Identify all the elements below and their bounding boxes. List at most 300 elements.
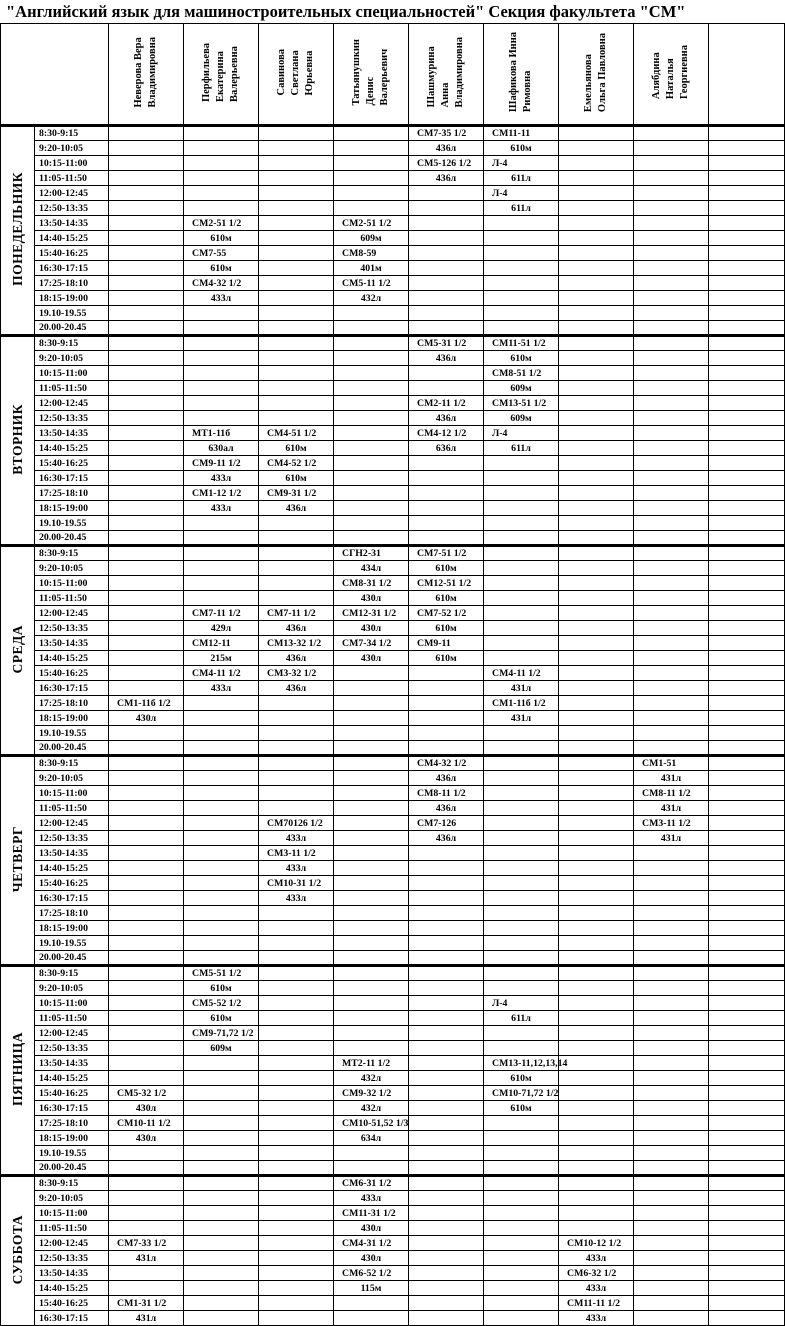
schedule-cell: 610м <box>484 1071 559 1086</box>
time-slot: 12:00-12:45 <box>35 186 109 201</box>
schedule-cell <box>559 441 634 456</box>
schedule-cell <box>559 621 634 636</box>
schedule-cell <box>334 936 409 951</box>
schedule-cell <box>109 561 184 576</box>
schedule-cell <box>184 1251 259 1266</box>
schedule-cell <box>634 1251 709 1266</box>
schedule-cell <box>559 201 634 216</box>
schedule-cell <box>334 171 409 186</box>
schedule-cell <box>484 561 559 576</box>
time-slot: 18:15-19:00 <box>35 501 109 516</box>
time-slot: 15:40-16:25 <box>35 246 109 261</box>
schedule-cell <box>334 771 409 786</box>
schedule-cell <box>409 1116 484 1131</box>
schedule-cell <box>709 1116 785 1131</box>
schedule-cell <box>634 696 709 711</box>
schedule-cell <box>634 921 709 936</box>
schedule-cell <box>634 456 709 471</box>
time-slot: 11:05-11:50 <box>35 801 109 816</box>
schedule-cell <box>259 321 334 336</box>
schedule-cell <box>109 471 184 486</box>
schedule-cell <box>409 231 484 246</box>
schedule-cell: 610м <box>184 981 259 996</box>
schedule-cell <box>109 636 184 651</box>
schedule-cell <box>709 771 785 786</box>
time-slot: 14:40-15:25 <box>35 1281 109 1296</box>
schedule-cell: СМ4-12 1/2 <box>409 426 484 441</box>
schedule-cell: Л-4 <box>484 996 559 1011</box>
table-row <box>1 141 785 156</box>
schedule-cell <box>709 1101 785 1116</box>
time-slot: 13:50-14:35 <box>35 426 109 441</box>
schedule-cell <box>184 846 259 861</box>
schedule-cell <box>409 306 484 321</box>
schedule-cell <box>409 996 484 1011</box>
schedule-cell <box>634 891 709 906</box>
schedule-cell <box>109 1266 184 1281</box>
table-row <box>1 441 785 456</box>
schedule-cell <box>709 381 785 396</box>
table-row <box>1 561 785 576</box>
schedule-cell <box>709 1026 785 1041</box>
schedule-cell <box>109 381 184 396</box>
schedule-cell <box>634 861 709 876</box>
schedule-cell <box>634 501 709 516</box>
schedule-cell <box>634 846 709 861</box>
table-row <box>1 426 785 441</box>
schedule-cell <box>334 1041 409 1056</box>
schedule-cell <box>334 396 409 411</box>
time-slot: 11:05-11:50 <box>35 1011 109 1026</box>
schedule-cell: 610м <box>184 261 259 276</box>
schedule-cell <box>559 1086 634 1101</box>
schedule-cell <box>484 831 559 846</box>
schedule-cell <box>559 366 634 381</box>
schedule-cell <box>709 726 785 741</box>
schedule-cell <box>559 501 634 516</box>
schedule-cell <box>109 606 184 621</box>
schedule-cell <box>559 1221 634 1236</box>
teacher-name: Татьянушкин Денис Валерьевич <box>351 39 390 106</box>
table-row <box>1 666 785 681</box>
schedule-cell <box>334 426 409 441</box>
schedule-cell: 432л <box>334 1101 409 1116</box>
schedule-cell <box>259 366 334 381</box>
table-row <box>1 576 785 591</box>
schedule-cell: 610м <box>259 471 334 486</box>
schedule-cell <box>409 1206 484 1221</box>
schedule-cell <box>559 216 634 231</box>
schedule-cell <box>709 1041 785 1056</box>
schedule-cell <box>184 831 259 846</box>
schedule-cell <box>184 381 259 396</box>
table-row <box>1 1146 785 1161</box>
schedule-cell <box>559 1056 634 1071</box>
schedule-cell <box>334 786 409 801</box>
schedule-cell <box>259 801 334 816</box>
schedule-cell <box>409 1311 484 1326</box>
schedule-cell <box>259 351 334 366</box>
schedule-cell <box>109 741 184 756</box>
schedule-cell <box>634 201 709 216</box>
schedule-cell <box>184 786 259 801</box>
schedule-cell <box>109 246 184 261</box>
teacher-name: Перфильева Екатерина Валерьевна <box>201 42 240 102</box>
schedule-cell <box>109 1161 184 1176</box>
schedule-cell <box>184 306 259 321</box>
schedule-cell: 610м <box>409 561 484 576</box>
schedule-cell: 610м <box>259 441 334 456</box>
schedule-cell <box>634 171 709 186</box>
schedule-cell <box>109 201 184 216</box>
table-row <box>1 1206 785 1221</box>
schedule-cell <box>109 621 184 636</box>
schedule-cell <box>259 711 334 726</box>
schedule-cell <box>484 966 559 981</box>
schedule-cell: 634л <box>334 1131 409 1146</box>
schedule-cell <box>634 396 709 411</box>
schedule-cell <box>634 306 709 321</box>
schedule-cell <box>109 981 184 996</box>
schedule-cell <box>409 876 484 891</box>
table-row <box>1 366 785 381</box>
schedule-cell <box>709 711 785 726</box>
time-slot: 17:25-18:10 <box>35 906 109 921</box>
schedule-cell: СМ8-11 1/2 <box>634 786 709 801</box>
table-row <box>1 501 785 516</box>
schedule-cell <box>334 891 409 906</box>
schedule-cell <box>334 486 409 501</box>
schedule-cell <box>259 771 334 786</box>
schedule-cell <box>484 606 559 621</box>
schedule-cell: СМ13-11,12,13,14 <box>484 1056 559 1071</box>
schedule-cell: СМ7-55 <box>184 246 259 261</box>
schedule-cell <box>709 666 785 681</box>
schedule-cell <box>184 921 259 936</box>
schedule-cell <box>334 336 409 351</box>
schedule-cell <box>634 1176 709 1191</box>
schedule-cell <box>409 186 484 201</box>
schedule-cell <box>334 351 409 366</box>
schedule-cell <box>484 1161 559 1176</box>
schedule-cell <box>634 531 709 546</box>
schedule-cell <box>109 951 184 966</box>
schedule-cell <box>184 1266 259 1281</box>
schedule-cell <box>709 336 785 351</box>
time-slot: 11:05-11:50 <box>35 1221 109 1236</box>
time-slot: 15:40-16:25 <box>35 666 109 681</box>
schedule-cell: СМ70126 1/2 <box>259 816 334 831</box>
schedule-cell <box>184 1221 259 1236</box>
schedule-cell <box>559 1071 634 1086</box>
schedule-cell: СМ7-51 1/2 <box>409 546 484 561</box>
schedule-cell <box>484 531 559 546</box>
schedule-cell: 431л <box>634 801 709 816</box>
schedule-cell <box>109 801 184 816</box>
schedule-cell <box>334 816 409 831</box>
schedule-cell: СМ4-31 1/2 <box>334 1236 409 1251</box>
schedule-cell <box>259 261 334 276</box>
schedule-cell <box>709 1146 785 1161</box>
table-row <box>1 786 785 801</box>
time-slot: 9:20-10:05 <box>35 771 109 786</box>
schedule-cell: 630ал <box>184 441 259 456</box>
schedule-cell: СМ7-33 1/2 <box>109 1236 184 1251</box>
schedule-cell: 431л <box>634 831 709 846</box>
schedule-cell <box>259 201 334 216</box>
schedule-cell <box>184 321 259 336</box>
schedule-cell <box>484 801 559 816</box>
schedule-cell <box>559 141 634 156</box>
day-name: ПОНЕДЕЛЬНИК <box>9 172 25 286</box>
schedule-cell <box>634 876 709 891</box>
schedule-cell <box>709 921 785 936</box>
schedule-cell <box>109 846 184 861</box>
schedule-cell <box>259 336 334 351</box>
schedule-cell: 433л <box>334 1191 409 1206</box>
schedule-cell <box>559 471 634 486</box>
schedule-cell: СМ6-52 1/2 <box>334 1266 409 1281</box>
schedule-cell: 636л <box>409 441 484 456</box>
schedule-cell <box>484 756 559 771</box>
schedule-cell <box>559 336 634 351</box>
schedule-cell <box>409 981 484 996</box>
time-slot: 14:40-15:25 <box>35 231 109 246</box>
schedule-cell <box>484 861 559 876</box>
schedule-cell <box>109 516 184 531</box>
schedule-cell <box>334 1161 409 1176</box>
schedule-cell <box>559 1011 634 1026</box>
schedule-cell <box>709 1281 785 1296</box>
schedule-cell <box>409 726 484 741</box>
schedule-cell <box>259 1071 334 1086</box>
schedule-cell: СМ1-12 1/2 <box>184 486 259 501</box>
schedule-cell: СМ5-31 1/2 <box>409 336 484 351</box>
schedule-cell <box>709 1191 785 1206</box>
schedule-cell <box>409 1236 484 1251</box>
time-slot: 18:15-19:00 <box>35 291 109 306</box>
schedule-cell <box>184 1146 259 1161</box>
schedule-cell <box>259 1011 334 1026</box>
schedule-cell <box>184 936 259 951</box>
schedule-cell: СМ3-11 1/2 <box>634 816 709 831</box>
schedule-cell <box>484 1296 559 1311</box>
schedule-cell <box>334 696 409 711</box>
schedule-cell <box>334 711 409 726</box>
schedule-cell <box>709 396 785 411</box>
schedule-cell <box>559 741 634 756</box>
schedule-cell <box>709 321 785 336</box>
schedule-cell <box>259 981 334 996</box>
schedule-cell <box>634 246 709 261</box>
schedule-cell <box>634 1101 709 1116</box>
table-row <box>1 216 785 231</box>
schedule-cell <box>109 1056 184 1071</box>
schedule-cell <box>634 666 709 681</box>
table-row <box>1 606 785 621</box>
schedule-cell: 610м <box>409 621 484 636</box>
schedule-table <box>0 23 785 1326</box>
schedule-cell <box>109 366 184 381</box>
schedule-cell <box>559 411 634 426</box>
schedule-cell <box>484 951 559 966</box>
schedule-cell <box>484 726 559 741</box>
schedule-cell <box>634 366 709 381</box>
schedule-cell <box>709 981 785 996</box>
time-slot: 17:25-18:10 <box>35 1116 109 1131</box>
schedule-cell: 611л <box>484 201 559 216</box>
schedule-cell: 429л <box>184 621 259 636</box>
schedule-cell <box>259 381 334 396</box>
schedule-cell: 431л <box>109 1251 184 1266</box>
schedule-cell <box>484 1221 559 1236</box>
schedule-cell <box>484 291 559 306</box>
schedule-cell <box>484 456 559 471</box>
schedule-cell <box>484 981 559 996</box>
schedule-cell <box>634 681 709 696</box>
schedule-cell <box>709 186 785 201</box>
schedule-cell <box>559 126 634 141</box>
schedule-cell <box>634 606 709 621</box>
teacher-name: Емельянова Ольга Павловна <box>583 32 608 113</box>
table-row <box>1 951 785 966</box>
schedule-cell <box>559 1041 634 1056</box>
schedule-cell <box>634 426 709 441</box>
schedule-cell: СМ3-32 1/2 <box>259 666 334 681</box>
table-row <box>1 636 785 651</box>
schedule-cell: СМ9-71,72 1/2 <box>184 1026 259 1041</box>
schedule-cell <box>559 846 634 861</box>
schedule-cell <box>559 861 634 876</box>
schedule-cell: 433л <box>184 501 259 516</box>
schedule-cell <box>484 1116 559 1131</box>
schedule-cell <box>709 786 785 801</box>
time-slot: 10:15-11:00 <box>35 1206 109 1221</box>
schedule-cell <box>709 1011 785 1026</box>
schedule-cell <box>709 1071 785 1086</box>
schedule-cell: СМ12-31 1/2 <box>334 606 409 621</box>
schedule-cell <box>409 1071 484 1086</box>
schedule-cell <box>559 966 634 981</box>
schedule-cell <box>184 816 259 831</box>
schedule-cell <box>484 1251 559 1266</box>
schedule-cell <box>709 1251 785 1266</box>
schedule-cell <box>559 666 634 681</box>
schedule-cell <box>559 426 634 441</box>
time-slot: 19.10-19.55 <box>35 306 109 321</box>
schedule-cell: СМ4-32 1/2 <box>184 276 259 291</box>
schedule-cell: 436л <box>409 771 484 786</box>
schedule-cell: 433л <box>559 1281 634 1296</box>
schedule-cell <box>334 951 409 966</box>
schedule-cell: СМ5-52 1/2 <box>184 996 259 1011</box>
day-name: ЧЕТВЕРГ <box>9 825 25 893</box>
schedule-cell: СМ1-51 <box>634 756 709 771</box>
schedule-cell <box>334 741 409 756</box>
schedule-cell <box>709 456 785 471</box>
schedule-cell <box>709 216 785 231</box>
schedule-cell <box>409 666 484 681</box>
schedule-cell <box>709 636 785 651</box>
schedule-cell <box>484 771 559 786</box>
schedule-cell <box>259 546 334 561</box>
schedule-cell <box>334 201 409 216</box>
schedule-cell <box>634 621 709 636</box>
schedule-cell <box>559 876 634 891</box>
schedule-cell <box>709 441 785 456</box>
table-row <box>1 321 785 336</box>
teacher-name: Шафикова Инна Римовна <box>508 32 533 113</box>
table-row <box>1 246 785 261</box>
schedule-cell <box>109 921 184 936</box>
teacher-header <box>634 24 709 126</box>
schedule-cell <box>109 186 184 201</box>
schedule-cell <box>709 471 785 486</box>
schedule-cell <box>109 321 184 336</box>
schedule-cell <box>709 816 785 831</box>
schedule-cell <box>334 531 409 546</box>
schedule-cell <box>259 1086 334 1101</box>
schedule-cell <box>709 246 785 261</box>
teacher-name: Шашмурина Анна Владимировна <box>426 37 465 108</box>
schedule-cell <box>484 246 559 261</box>
schedule-cell <box>484 231 559 246</box>
time-slot: 17:25-18:10 <box>35 486 109 501</box>
schedule-cell <box>109 501 184 516</box>
schedule-cell <box>484 786 559 801</box>
teacher-header <box>709 24 785 126</box>
schedule-cell <box>409 741 484 756</box>
schedule-cell <box>409 1296 484 1311</box>
time-slot: 8:30-9:15 <box>35 336 109 351</box>
schedule-cell <box>634 741 709 756</box>
table-row <box>1 186 785 201</box>
schedule-cell: СМ6-32 1/2 <box>559 1266 634 1281</box>
schedule-cell <box>259 996 334 1011</box>
schedule-cell <box>259 276 334 291</box>
schedule-cell: СМ5-11 1/2 <box>334 276 409 291</box>
table-row <box>1 801 785 816</box>
schedule-cell <box>559 801 634 816</box>
schedule-cell: СМ7-11 1/2 <box>184 606 259 621</box>
time-slot: 13:50-14:35 <box>35 1056 109 1071</box>
schedule-cell <box>184 801 259 816</box>
schedule-cell: 433л <box>184 681 259 696</box>
schedule-cell <box>634 381 709 396</box>
schedule-cell <box>259 1101 334 1116</box>
schedule-cell <box>634 1206 709 1221</box>
schedule-cell <box>709 126 785 141</box>
table-row <box>1 831 785 846</box>
schedule-cell <box>634 576 709 591</box>
schedule-cell: СМ12-11 <box>184 636 259 651</box>
schedule-cell <box>259 1206 334 1221</box>
schedule-cell <box>184 891 259 906</box>
schedule-cell: Л-4 <box>484 186 559 201</box>
table-row <box>1 486 785 501</box>
schedule-cell <box>259 951 334 966</box>
teacher-header <box>259 24 334 126</box>
table-row <box>1 1191 785 1206</box>
schedule-cell: СМ13-32 1/2 <box>259 636 334 651</box>
schedule-cell: 430л <box>334 651 409 666</box>
schedule-cell: 430л <box>334 1251 409 1266</box>
schedule-cell <box>409 366 484 381</box>
schedule-cell <box>334 1011 409 1026</box>
teacher-header <box>559 24 634 126</box>
schedule-cell <box>109 1191 184 1206</box>
schedule-cell: 610м <box>484 1101 559 1116</box>
